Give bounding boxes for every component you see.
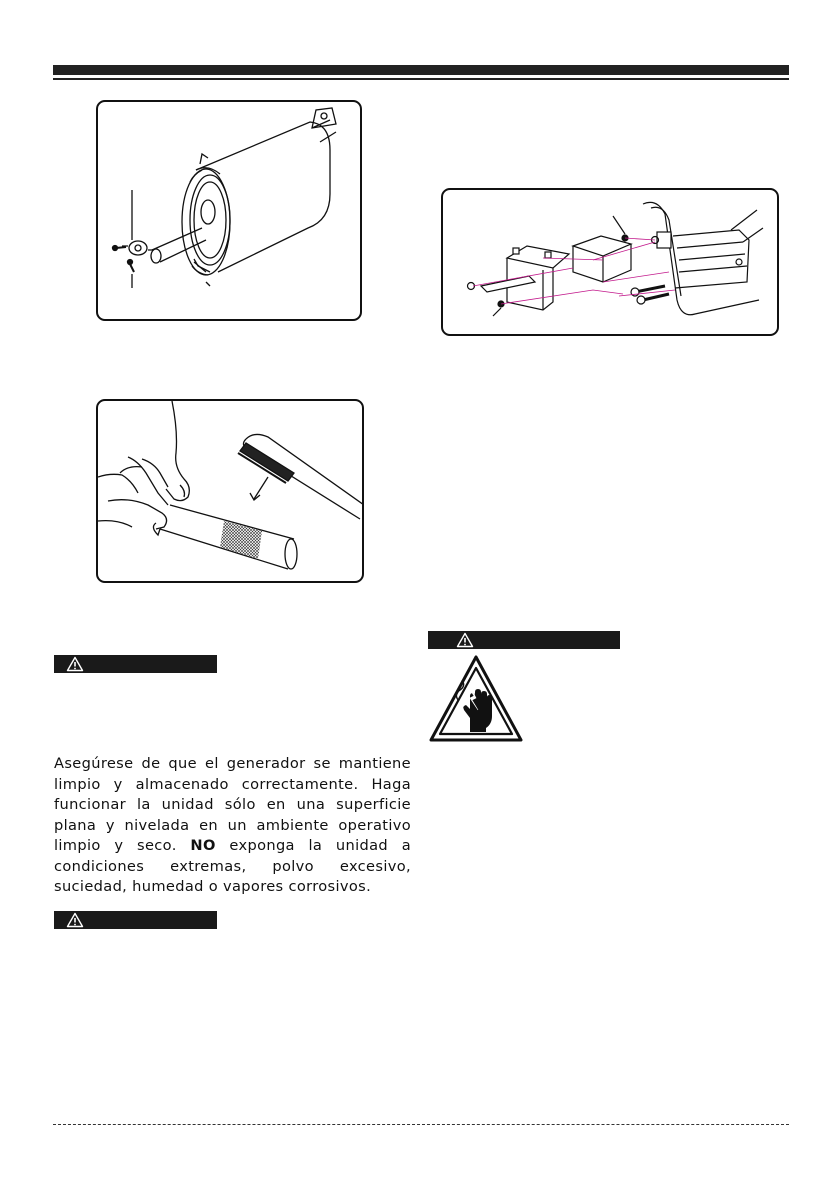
- body-text-before: Asegúrese de que el generador se mantiene limpio y almacenado correctamente. Haga funcionar la unidad sólo en una superficie plana y nivelada en un ambiente operativo limpio y seco.: [54, 755, 411, 854]
- muffler-assembly-illustration: [98, 102, 360, 319]
- electric-shock-hazard-icon: [428, 654, 524, 744]
- battery-figure: [441, 188, 779, 336]
- body-text-after: exponga la unidad a condiciones extremas, polvo excesivo, suciedad, humedad o vapores corrosivos.: [54, 837, 411, 895]
- body-paragraph: [54, 754, 411, 898]
- warning-bar: [428, 631, 620, 649]
- muffler-figure: [96, 100, 362, 321]
- spark-arrester-brush-illustration: [98, 401, 362, 581]
- electric-shock-hazard-sign: [428, 654, 524, 748]
- battery-mounting-illustration: [443, 190, 777, 334]
- warning-triangle-icon: [66, 912, 84, 928]
- warning-triangle-icon: [456, 632, 474, 648]
- warning-bar: [54, 911, 217, 929]
- warning-triangle-icon: [66, 656, 84, 672]
- body-text-emphasis: NO: [190, 837, 216, 854]
- spark-arrester-figure: [96, 399, 364, 583]
- header-rule: [53, 78, 789, 80]
- header-bar: [53, 65, 789, 75]
- warning-bar: [54, 655, 217, 673]
- footer-divider: [53, 1124, 789, 1125]
